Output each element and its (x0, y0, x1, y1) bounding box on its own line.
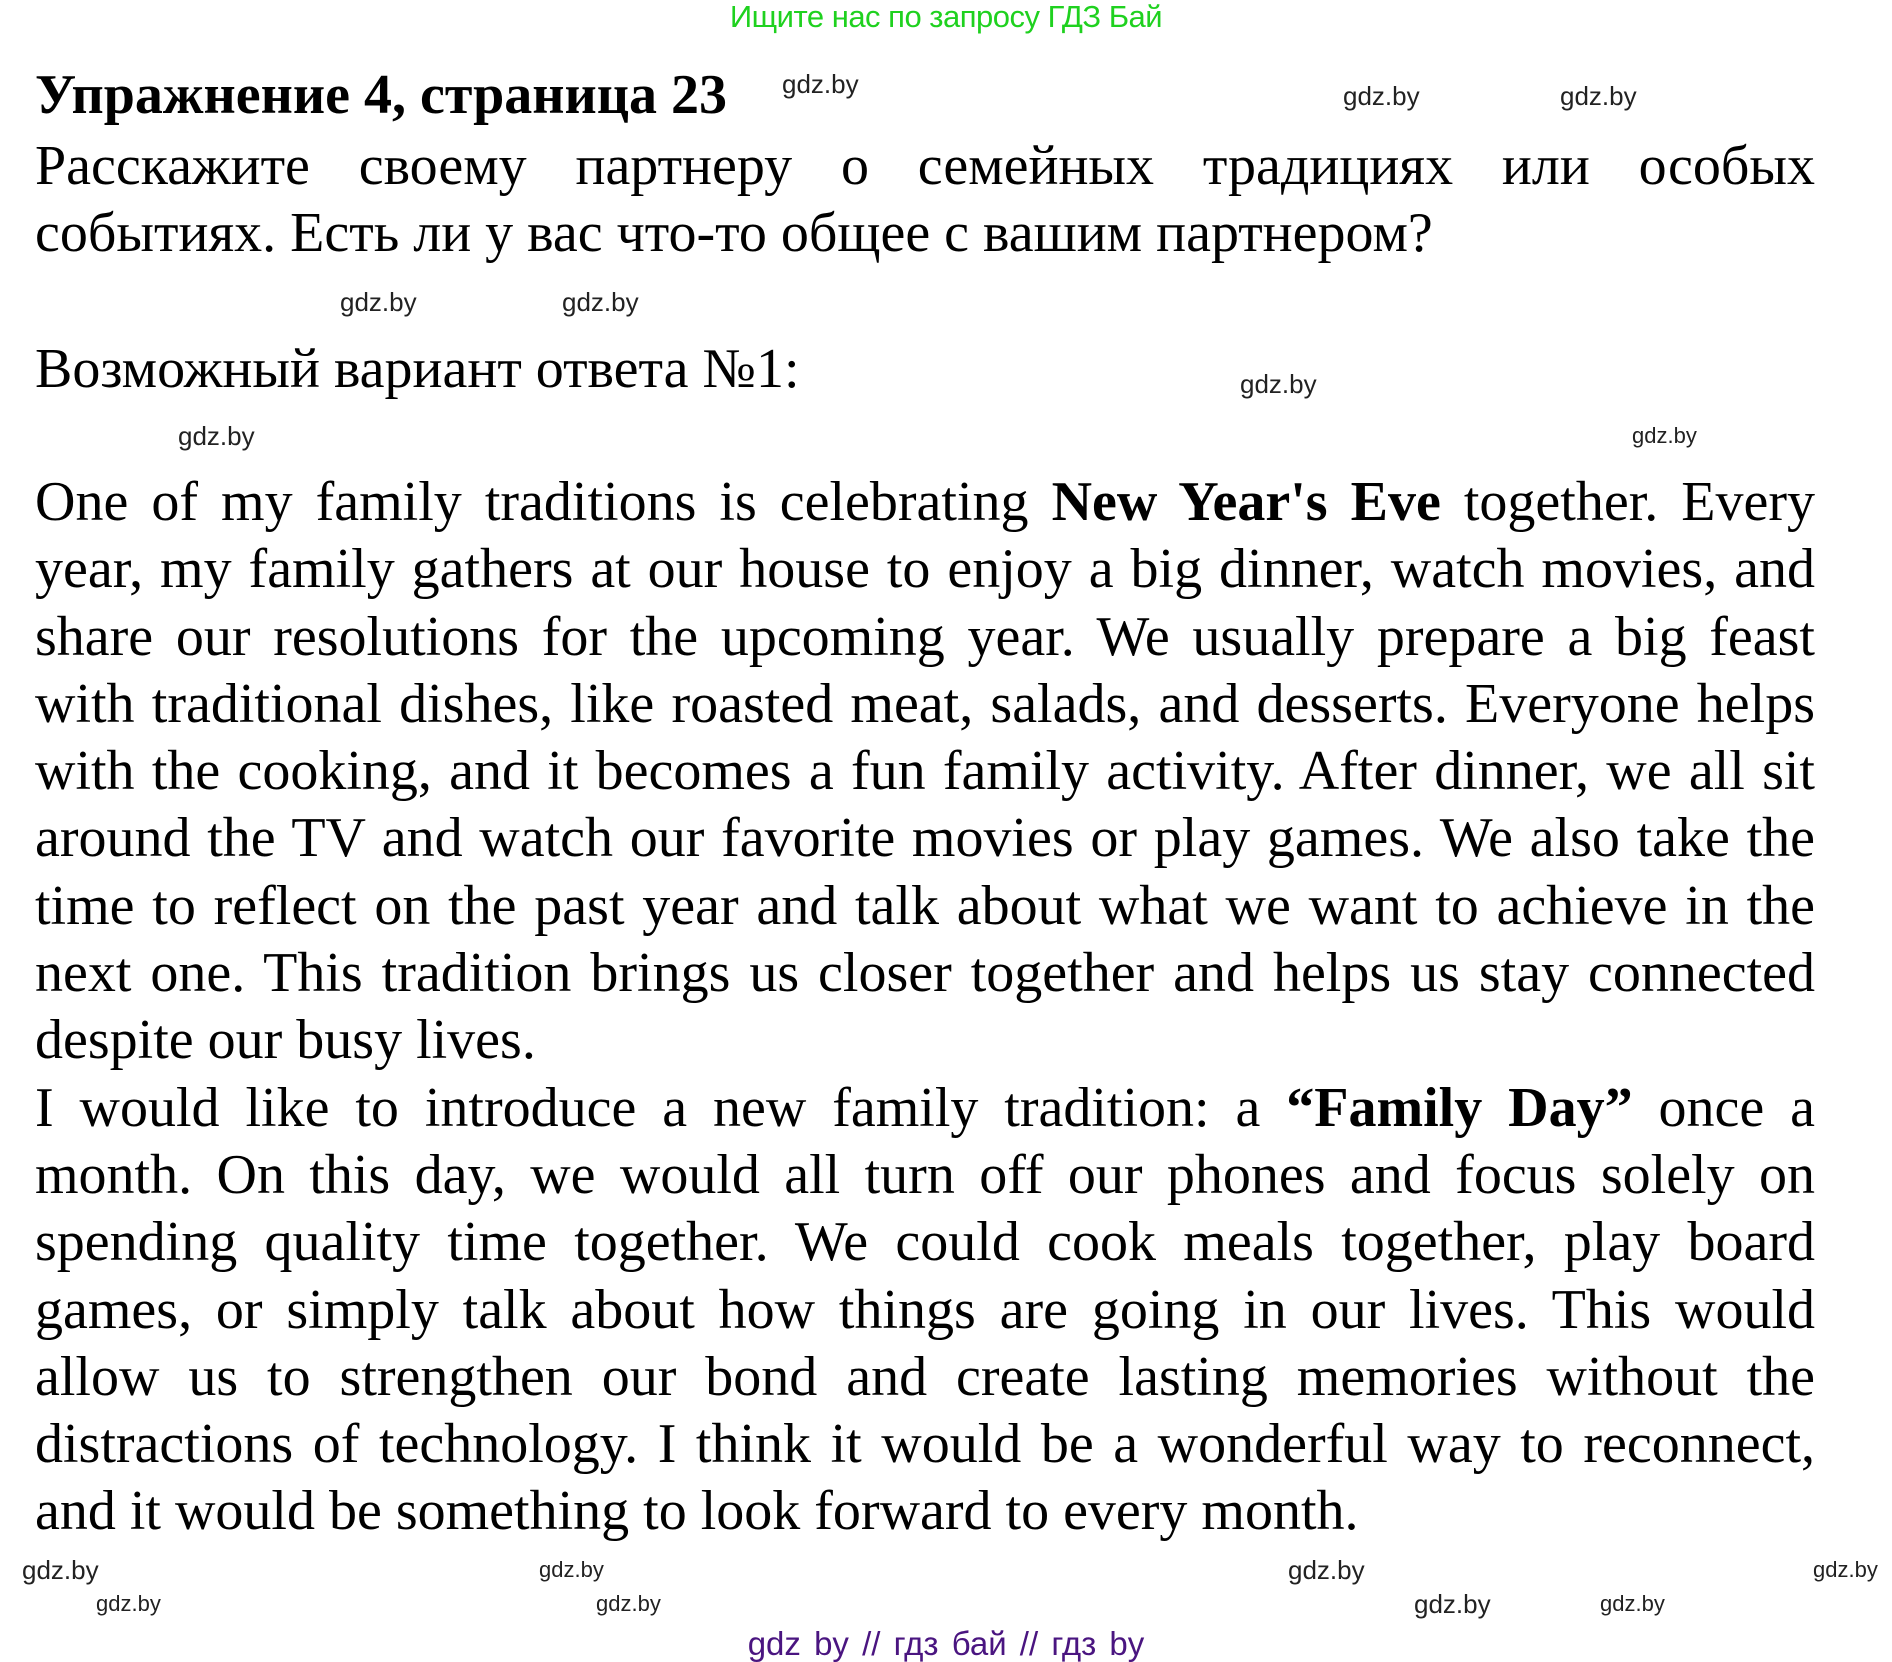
text-run: together. Every year, my family gathers at our house to enjoy a big dinner, watch movies, and share our resolutions for the upcoming year. We usually prepare a big feast with traditional dishes, like roasted meat, salads, and desserts. Everyone helps with the cooking, and it becomes a fun family activity. After dinner, we all sit around the TV and watch our favorite movies or play games. We also take the time to reflect on the past year and talk about what we want to achieve in the next one. This tradition brings us closer together and helps us stay connected despite our busy lives. (35, 471, 1815, 1072)
watermark: gdz.by (1813, 1557, 1878, 1582)
page-title: Упражнение 4, страница 23 (35, 64, 728, 126)
footer-links: gdz by // гдз бай // гдз by (747, 1625, 1145, 1662)
text-run: I would like to introduce a new family tradition: a (35, 1076, 1287, 1139)
watermark: gdz.by (1288, 1555, 1365, 1585)
watermark: gdz.by (539, 1557, 604, 1582)
watermark: gdz.by (340, 287, 417, 317)
watermark: gdz.by (1560, 81, 1637, 111)
watermark: gdz.by (22, 1555, 99, 1585)
bold-phrase: New Year's Eve (1051, 471, 1441, 533)
watermark: gdz.by (782, 69, 859, 99)
watermark: gdz.by (96, 1591, 161, 1616)
answer-text (35, 469, 1815, 1546)
prompt-text: Расскажите своему партнеру о семейных традициях или особых событиях. Есть ли у вас что-то общее с вашим партнером? (35, 135, 1815, 265)
watermark: gdz.by (1414, 1589, 1491, 1619)
watermark: gdz.by (1240, 369, 1317, 399)
watermark: gdz.by (1600, 1591, 1665, 1616)
search-banner: Ищите нас по запросу ГДЗ Бай (729, 0, 1163, 34)
answer-paragraph-1 (35, 469, 1815, 1075)
variant-label: Возможный вариант ответа №1: (35, 338, 800, 400)
watermark: gdz.by (596, 1591, 661, 1616)
watermark: gdz.by (178, 421, 255, 451)
exercise-prompt (35, 133, 1815, 268)
bold-phrase: “Family Day” (1286, 1076, 1633, 1139)
watermark: gdz.by (562, 287, 639, 317)
watermark: gdz.by (1343, 81, 1420, 111)
text-run: once a month. On this day, we would all turn off our phones and focus solely on spending quality time together. We could cook meals together, play board games, or simply talk about how things are going in our lives. This would allow us to strengthen our bond and create lasting memories without the distractions of technology. I think it would be a wonderful way to reconnect, and it would be something to look forward to every month. (35, 1076, 1815, 1543)
text-run: One of my family traditions is celebrating (35, 471, 1052, 533)
watermark: gdz.by (1632, 423, 1697, 448)
answer-paragraph-2 (35, 1075, 1815, 1546)
